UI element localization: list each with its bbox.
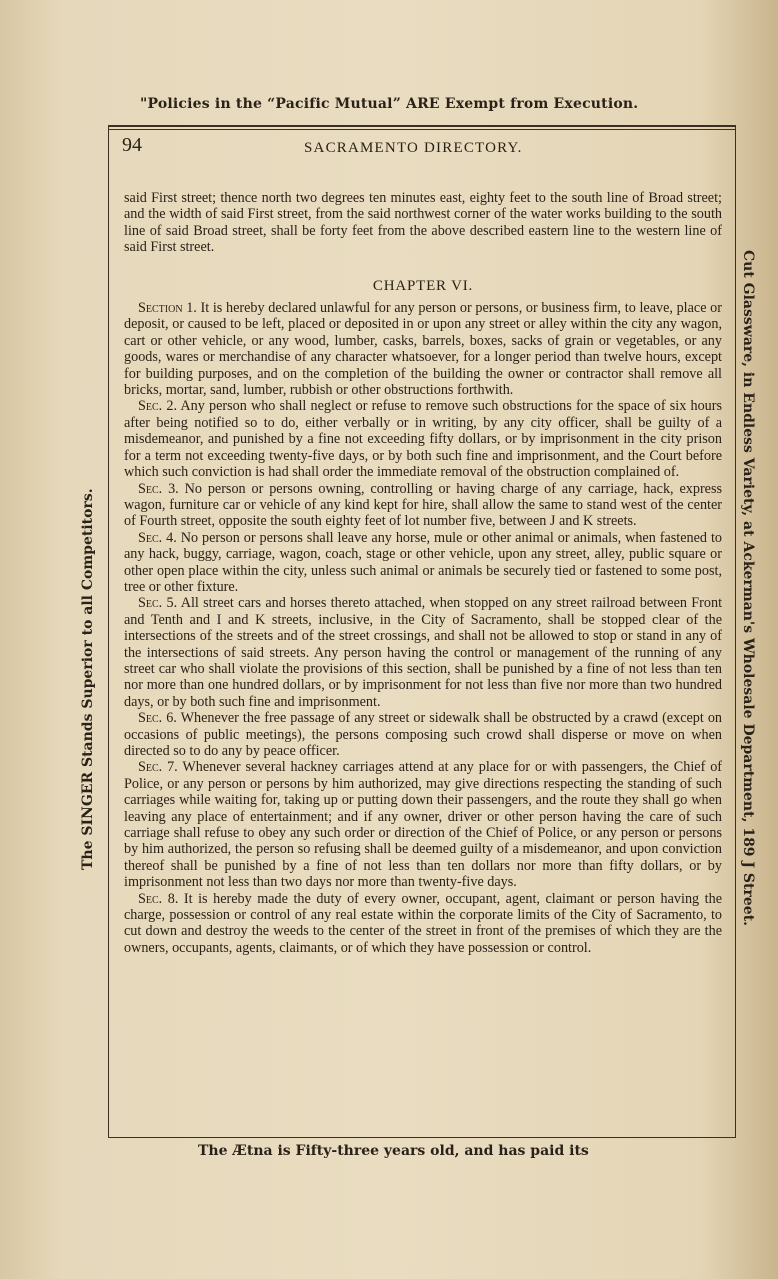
section-text: Whenever the free passage of any street or sidewalk shall be obstructed by a crawd (except on occasions of public meetings), the persons composing such crowd shall disperse or move on when directed so to do any by peace officer. <box>124 710 723 759</box>
section-text: All street cars and horses thereto attached, when stopped on any street railroad between Front and Tenth and I and K streets, inclusive, in the City of Sacramento, shall be stopped clear of the intersections of the streets and of the street crossings, and shall not be allowed to stop or stand in any of the intersections of said streets. Any person having the control or management of the running of any street car who shall violate the provisions of this section, shall be punished by a fine of not less than ten nor more than one hundred dollars, or by imprisonment for not less than five nor more than two hundred days, or by both such fine and imprisonment. <box>124 595 723 710</box>
section-text: Any person who shall neglect or refuse to remove such obstructions for the space of six hours after being notified so to do, either verbally or in writing, by any city officer, shall be guilty of a misdemeanor, and punished by a fine not exceeding fifty dollars, or by imprisonment in the city prison for a term not exceeding twenty-five days, or by both such fine and imprisonment, and the Court before which such conviction is had shall order the immediate removal of the obstruction complained of. <box>124 398 722 481</box>
section-paragraph <box>124 481 722 530</box>
section-label: Sec. 5. <box>138 595 178 612</box>
header-rule <box>109 129 735 130</box>
section-text: No person or persons owning, controlling or having charge of any carriage, hack, express wagon, furniture car or vehicle of any kind kept for hire, shall allow the same to stand west of the center of Fourth street, opposite the south eighty feet of lot number five, between J and K streets. <box>124 480 723 530</box>
section-label: Sec. 2. <box>138 398 178 415</box>
chapter-title: CHAPTER VI. <box>372 277 474 294</box>
section-text: It is hereby declared unlawful for any person or persons, or business firm, to leave, place or deposit, or caused to be left, placed or deposited in or upon any street or alley within the city any wagon, cart or other vehicle, or any wood, lumber, casks, barrels, boxes, sacks of grain or vegetables, or any goods, wares or merchandise of any character whatsoever, for a longer period than twelve hours, except for building purposes, and on the completion of the building the owner or contractor shall remove all bricks, mortar, sand, lumber, rubbish or other obstructions forthwith. <box>124 300 722 399</box>
section-label: Sec. 7. <box>138 759 178 776</box>
section-paragraph <box>124 710 722 759</box>
section-label: Sec. 6. <box>138 710 177 727</box>
left-margin-advertisement: The SINGER Stands Superior to all Competitors. <box>80 488 96 870</box>
running-head: SACRAMENTO DIRECTORY. <box>304 140 523 156</box>
section-paragraph <box>124 530 722 596</box>
section-label: Sec. 4. <box>138 529 177 546</box>
section-label: Sec. 3. <box>138 480 179 497</box>
section-paragraph <box>124 398 722 480</box>
bottom-advertisement: The Ætna is Fifty-three years old, and has paid its <box>198 1143 589 1159</box>
ordinance-text <box>124 190 722 956</box>
section-text: It is hereby made the duty of every owner, occupant, agent, claimant or person having the charge, possession or control of any real estate within the corporate limits of the City of Sacramento, to cut down and destroy the weeds to the center of the street in front of the premises of which they are the owners, occupants, agents, claimants, or of which they have possession or control. <box>124 890 723 956</box>
top-advertisement: "Policies in the “Pacific Mutual” ARE Exempt from Execution. <box>140 96 639 112</box>
page-number: 94 <box>122 134 142 156</box>
section-label: Sec. 8. <box>138 890 179 907</box>
section-paragraph <box>124 300 722 398</box>
section-paragraph <box>124 759 722 890</box>
section-paragraph <box>124 595 722 710</box>
section-label: Section 1. <box>138 300 197 317</box>
page-header <box>122 132 722 162</box>
section-paragraph <box>124 891 722 957</box>
right-margin-advertisement: Cut Glassware, in Endless Variety, at Ackerman's Wholesale Department, 189 J Street. <box>740 250 756 927</box>
section-text: No person or persons shall leave any horse, mule or other animal or animals, when fastened to any hack, buggy, carriage, wagon, coach, stage or other vehicle, upon any street, alley, public square or other open place within the city, unless such animal or animals be securely tied or fastened to some post, tree or other fixture. <box>124 529 723 595</box>
intro-paragraph: said First street; thence north two degrees ten minutes east, eighty feet to the south line of Broad street; and the width of said First street, from the said northwest corner of the water works building to the south line of said Broad street, shall be forty feet from the above described eastern line to the western line of said First street. <box>124 190 722 256</box>
section-text: Whenever several hackney carriages attend at any place for or with passengers, the Chief of Police, or any person or persons by him authorized, may give directions respecting the standing of such carriages while waiting for, taking up or putting down their passengers, and the route they shall go when leaving any place of entertainment; and if any owner, driver or other person having the care of such carriage shall refuse to obey any such order or direction of the Chief of Police, or any person or persons by him authorized, the person so refusing shall be deemed guilty of a misdemeanor, and upon conviction thereof shall be punished by a fine of not less than ten dollars nor more than fifty dollars, or by imprisonment not less than two days nor more than twenty-five days. <box>124 759 723 891</box>
